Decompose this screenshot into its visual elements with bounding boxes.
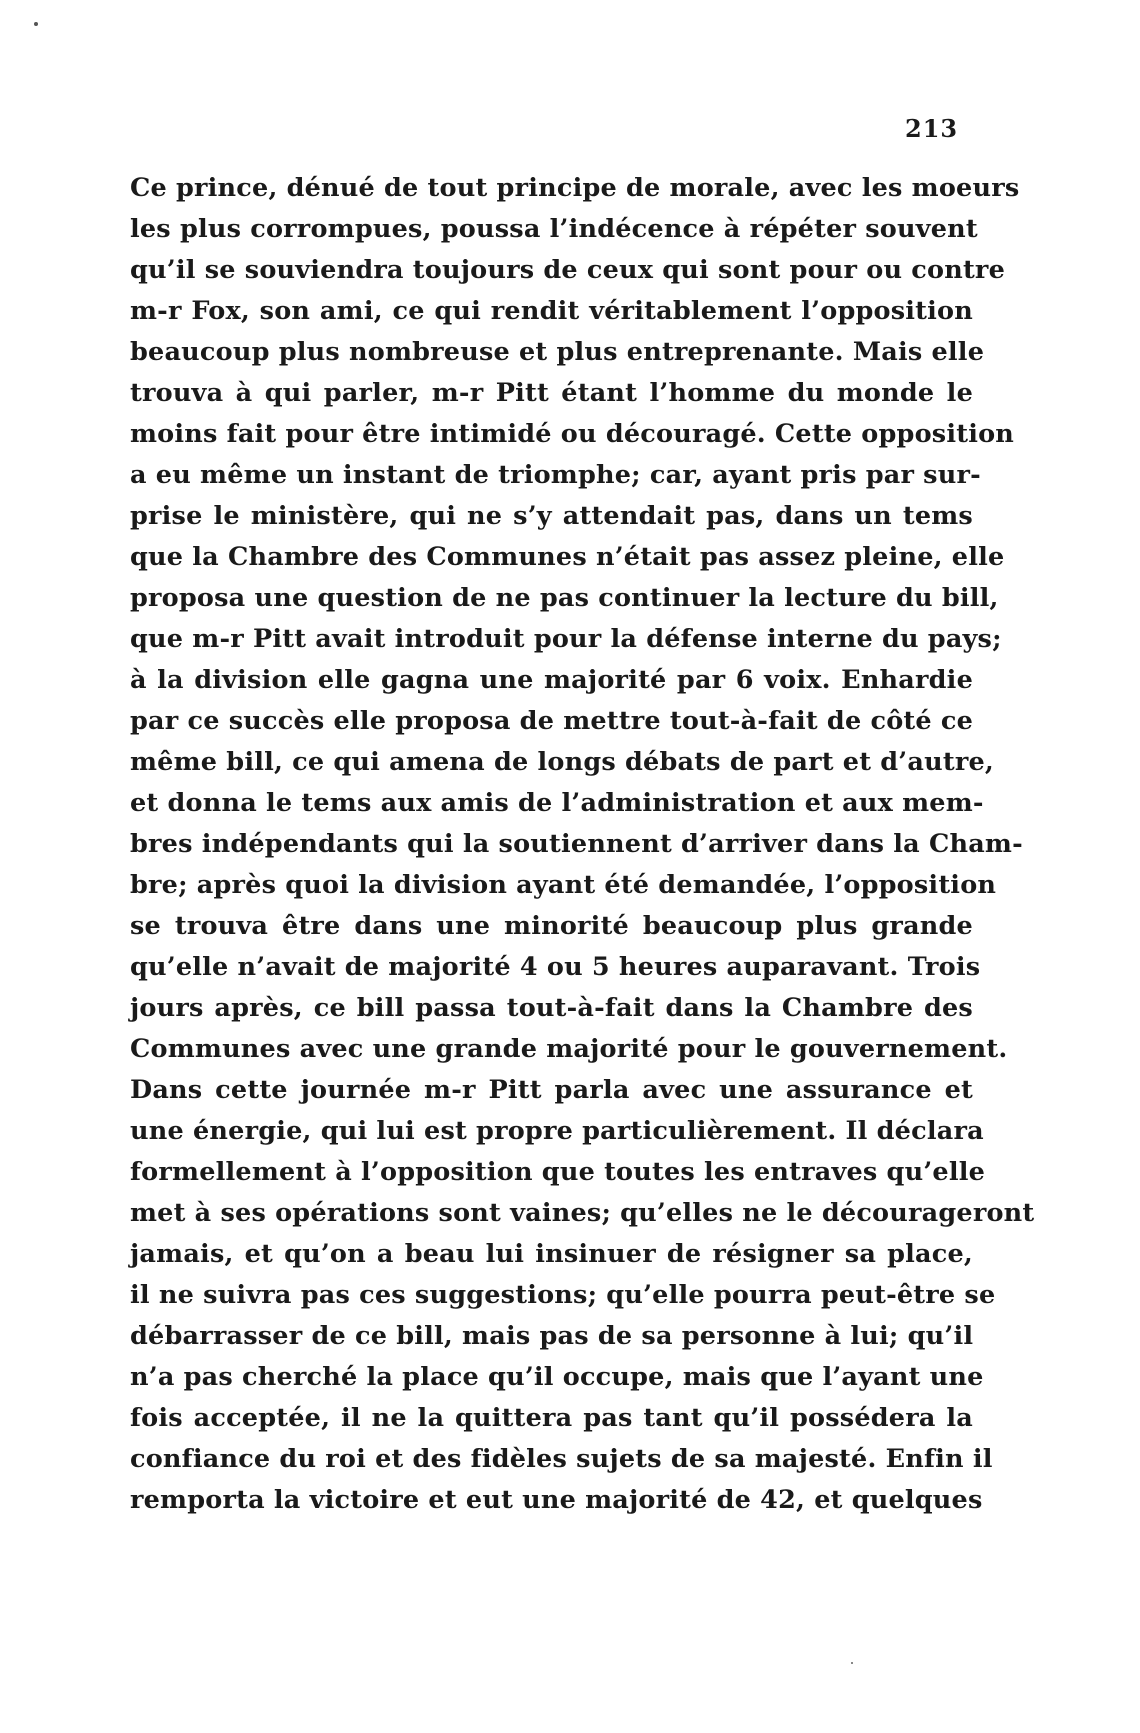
text-line: remporta la victoire et eut une majorité de 42, et quelques xyxy=(130,1485,983,1515)
text-line: fois acceptée, il ne la quittera pas tant qu’il possédera la xyxy=(130,1403,973,1433)
text-line: Communes avec une grande majorité pour le gouvernement. xyxy=(130,1034,1008,1064)
text-line: Ce prince, dénué de tout principe de morale, avec les moeurs xyxy=(130,173,1020,203)
text-line: jours après, ce bill passa tout-à-fait dans la Chambre des xyxy=(130,993,973,1023)
text-line: les plus corrompues, poussa l’indécence à répéter souvent xyxy=(130,214,978,244)
text-line: formellement à l’opposition que toutes les entraves qu’elle xyxy=(130,1157,986,1187)
text-line: bres indépendants qui la soutiennent d’arriver dans la Cham- xyxy=(130,829,1023,859)
text-line: à la division elle gagna une majorité par 6 voix. Enhardie xyxy=(130,665,973,695)
page-number: 213 xyxy=(905,114,959,143)
text-line: qu’elle n’avait de majorité 4 ou 5 heures auparavant. Trois xyxy=(130,952,981,982)
text-line: met à ses opérations sont vaines; qu’elles ne le décourageront xyxy=(130,1198,1035,1228)
text-line: se trouva être dans une minorité beaucoup plus grande xyxy=(130,911,973,941)
text-line: confiance du roi et des fidèles sujets de sa majesté. Enfin il xyxy=(130,1444,993,1474)
text-line: par ce succès elle proposa de mettre tout-à-fait de côté ce xyxy=(130,706,974,736)
ink-speck xyxy=(851,1662,853,1664)
text-line: une énergie, qui lui est propre particulièrement. Il déclara xyxy=(130,1116,984,1146)
text-line: beaucoup plus nombreuse et plus entreprenante. Mais elle xyxy=(130,337,985,367)
text-line: et donna le tems aux amis de l’administration et aux mem- xyxy=(130,788,984,818)
text-line: n’a pas cherché la place qu’il occupe, mais que l’ayant une xyxy=(130,1362,984,1392)
text-line: jamais, et qu’on a beau lui insinuer de résigner sa place, xyxy=(130,1239,973,1269)
text-line: que la Chambre des Communes n’était pas assez pleine, elle xyxy=(130,542,1005,572)
text-line: qu’il se souviendra toujours de ceux qui sont pour ou contre xyxy=(130,255,1005,285)
text-line: a eu même un instant de triomphe; car, ayant pris par sur- xyxy=(130,460,981,490)
text-line: trouva à qui parler, m-r Pitt étant l’homme du monde le xyxy=(130,378,973,408)
text-line: m-r Fox, son ami, ce qui rendit véritablement l’opposition xyxy=(130,296,973,326)
text-line: il ne suivra pas ces suggestions; qu’elle pourra peut-être se xyxy=(130,1280,996,1310)
text-line: débarrasser de ce bill, mais pas de sa personne à lui; qu’il xyxy=(130,1321,974,1351)
text-line: bre; après quoi la division ayant été demandée, l’opposition xyxy=(130,870,997,900)
text-line: proposa une question de ne pas continuer la lecture du bill, xyxy=(130,583,999,613)
body-text xyxy=(130,168,1035,1521)
text-line: prise le ministère, qui ne s’y attendait pas, dans un tems xyxy=(130,501,973,531)
text-line: que m-r Pitt avait introduit pour la défense interne du pays; xyxy=(130,624,1002,654)
text-line: Dans cette journée m-r Pitt parla avec une assurance et xyxy=(130,1075,973,1105)
ink-speck xyxy=(34,22,38,26)
text-line: moins fait pour être intimidé ou découragé. Cette opposition xyxy=(130,419,1015,449)
text-line: même bill, ce qui amena de longs débats de part et d’autre, xyxy=(130,747,994,777)
